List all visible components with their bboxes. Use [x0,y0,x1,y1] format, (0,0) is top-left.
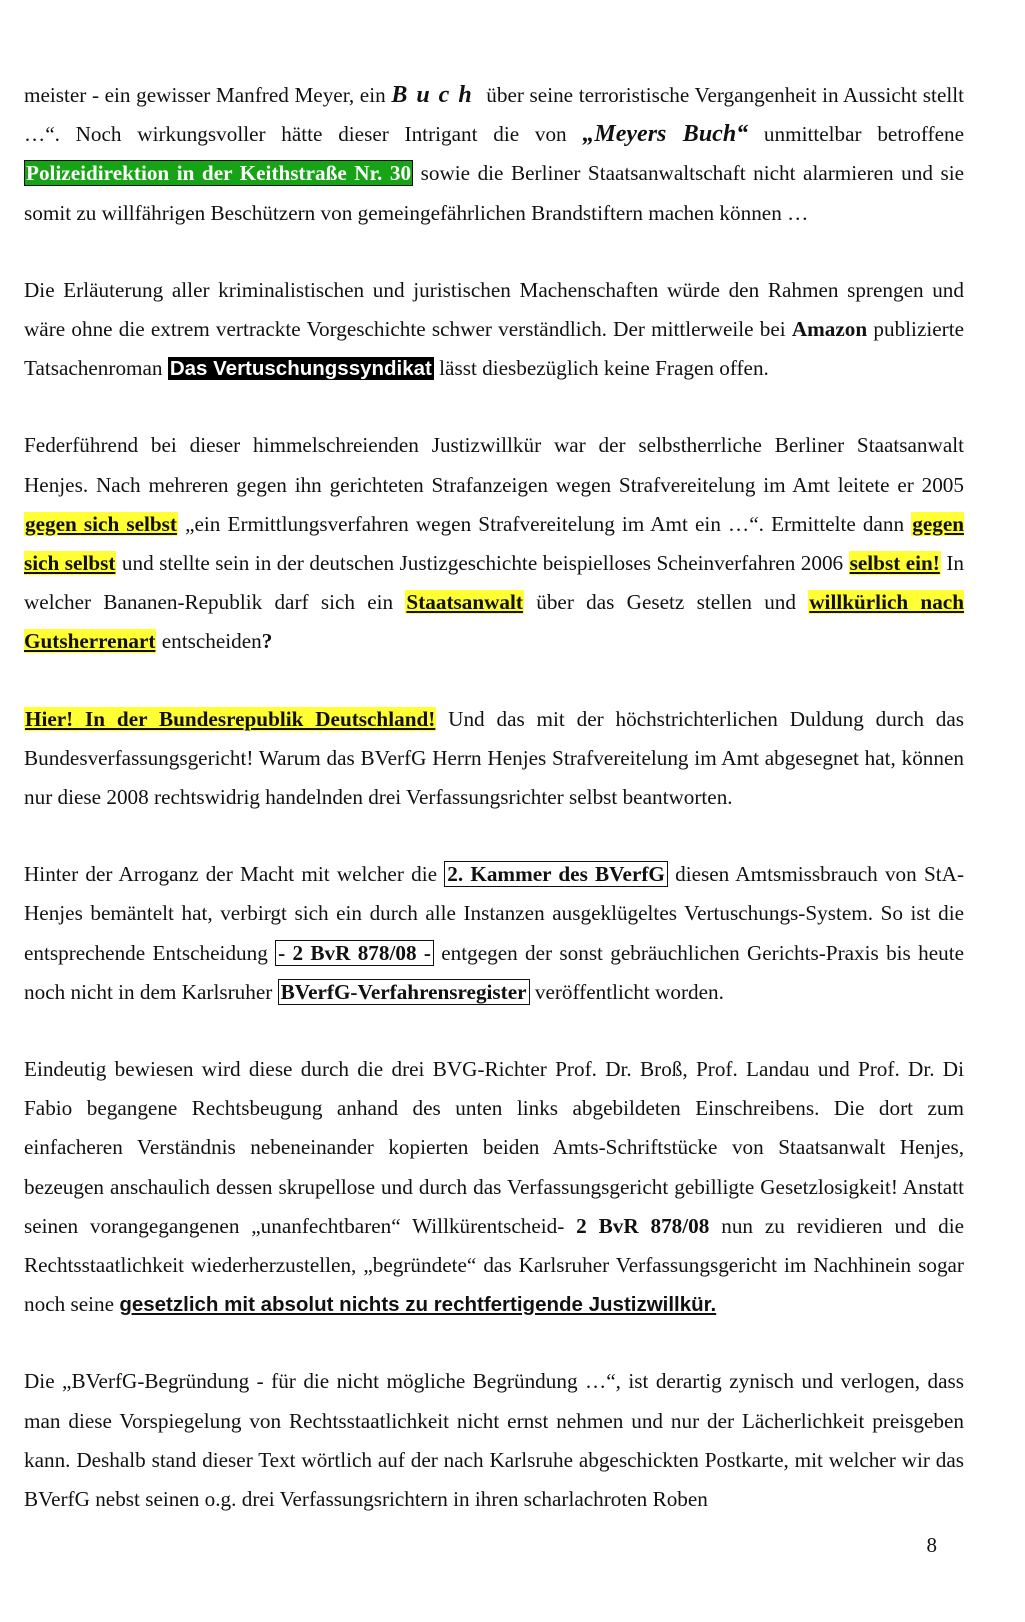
text: In welcher Bananen-Republik darf sich ein [24,551,964,615]
text: „ein Ermittlungsverfahren wegen Strafvereitelung im Amt ein …“. Ermittelte dann [177,511,912,536]
question-mark: ? [261,629,273,654]
text: entscheiden [156,629,262,654]
book-title-highlight: Das Vertuschungssyndikat [169,357,432,381]
book-emphasis: Buch [391,82,481,108]
text: nun zu revidieren und die Rechtsstaatlichkeit wiederherzustellen, „begründete“ das Karlsruher Verfassungsgericht im Nachhinein sogar noch seine [24,1213,965,1317]
text: Die „BVerfG-Begründung - für die nicht mögliche Begründung …“, ist derartig zynisch und verlogen, dass man diese Vorspiegelung von Rechtsstaatlichkeit nicht ernst nehmen und nur der Lächerlichkeit preisgeben kann. Deshalb stand dieser Text wörtlich auf der nach Karlsruhe abgeschickten Postkarte, mit welcher wir das BVerfG nebst seinen o.g. drei Verfassungsrichtern in ihren scharlachroten Roben [24,1369,964,1512]
yellow-highlight: selbst ein! [849,551,940,576]
boxed-register: BVerfG-Verfahrensregister [278,979,530,1005]
text: über das Gesetz stellen und [523,590,809,615]
paragraph-4 [24,700,964,818]
text: Die Erläuterung aller kriminalistischen und juristischen Machenschaften würde den Rahmen sprengen und wäre ohne die extrem vertrackte Vorgeschichte schwer verständlich. Der mittlerweile bei [24,277,964,342]
text: meister - ein gewisser Manfred Meyer, ein [24,83,392,107]
yellow-highlight: willkürlich nach Gutsherrenart [24,590,964,654]
text: sowie die Berliner Staatsanwaltschaft nicht alarmieren und sie somit zu willfährigen Beschützern von gemeingefährlichen Brandstiftern machen können … [24,161,964,225]
boxed-case-number: - 2 BvR 878/08 - [275,940,434,966]
yellow-highlight: Hier! In der Bundesrepublik Deutschland! [25,706,436,731]
paragraph-5 [24,855,964,1012]
yellow-highlight: gegen sich selbst [25,511,177,536]
paragraph-6 [24,1050,964,1324]
amazon-bold: Amazon [791,317,868,342]
text: diesen Amtsmissbrauch von StA-Henjes bemäntelt hat, verbirgt sich ein durch alle Instanzen ausgeklügeltes Vertuschungs-System. So ist die entsprechende Entscheidung [24,862,964,965]
yellow-highlight: Staatsanwalt [406,590,523,615]
text: Hinter der Arroganz der Macht mit welcher die [24,862,445,887]
paragraph-7 [24,1362,964,1519]
underlined-emphasis: gesetzlich mit absolut nichts zu rechtfertigende Justizwillkür. [119,1293,717,1317]
text: Eindeutig bewiesen wird diese durch die drei BVG-Richter Prof. Dr. Broß, Prof. Landau und Prof. Dr. Di Fabio begangene Rechtsbeugung anhand des unten links abgebildeten Einschreibens. Die dort zum einfacheren Verständnis nebeneinander kopierten beiden Amts-Schriftstücke von Staatsanwalt Henjes, bezeugen anschaulich dessen skrupellose und durch das Verfassungsgericht gebilligte Gesetzlosigkeit! Anstatt seinen vorangegangenen „unanfechtbaren“ Willkürentscheid- [24,1057,964,1238]
text: Federführend bei dieser himmelschreienden Justizwillkür war der selbstherrliche Berliner Staatsanwalt Henjes. Nach mehreren gegen ihn gerichteten Strafanzeigen wegen Strafvereitelung im Amt leitete er 2005 [24,433,964,497]
document-body [24,76,964,1519]
text: publizierte Tatsachenroman [24,317,964,381]
meyers-buch-emphasis: „Meyers Buch“ [582,121,749,148]
text: und stellte sein in der deutschen Justizgeschichte beispielloses Scheinverfahren 2006 [116,551,849,576]
boxed-kammer: 2. Kammer des BVerfG [444,861,668,887]
text: unmittelbar betroffene [748,122,964,147]
paragraph-3 [24,426,964,661]
text: lässt diesbezüglich keine Fragen offen. [433,356,769,381]
paragraph-1 [24,76,964,233]
text: Und das mit der höchstrichterlichen Duldung durch das Bundesverfassungsgericht! Warum das BVerfG Herrn Henjes Strafvereitelung im Amt abgesegnet hat, können nur diese 2008 rechtswidrig handelnden drei Verfassungsrichter selbst beantworten. [24,706,964,810]
case-number-bold: 2 BvR 878/08 [576,1213,710,1238]
text: entgegen der sonst gebräuchlichen Gerichts-Praxis bis heute noch nicht in dem Karlsruher [24,940,964,1004]
page-number: 8 [926,1533,937,1557]
text: veröffentlicht worden. [529,979,724,1004]
green-highlight-polizeidirektion: Polizeidirektion in der Keithstraße Nr. 30 [26,161,412,186]
text: über seine terroristische Vergangenheit in Aussicht stellt …“. Noch wirkungsvoller hätte dieser Intrigant die von [24,83,965,147]
paragraph-2 [24,271,964,389]
yellow-highlight: gegen sich selbst [24,511,965,576]
